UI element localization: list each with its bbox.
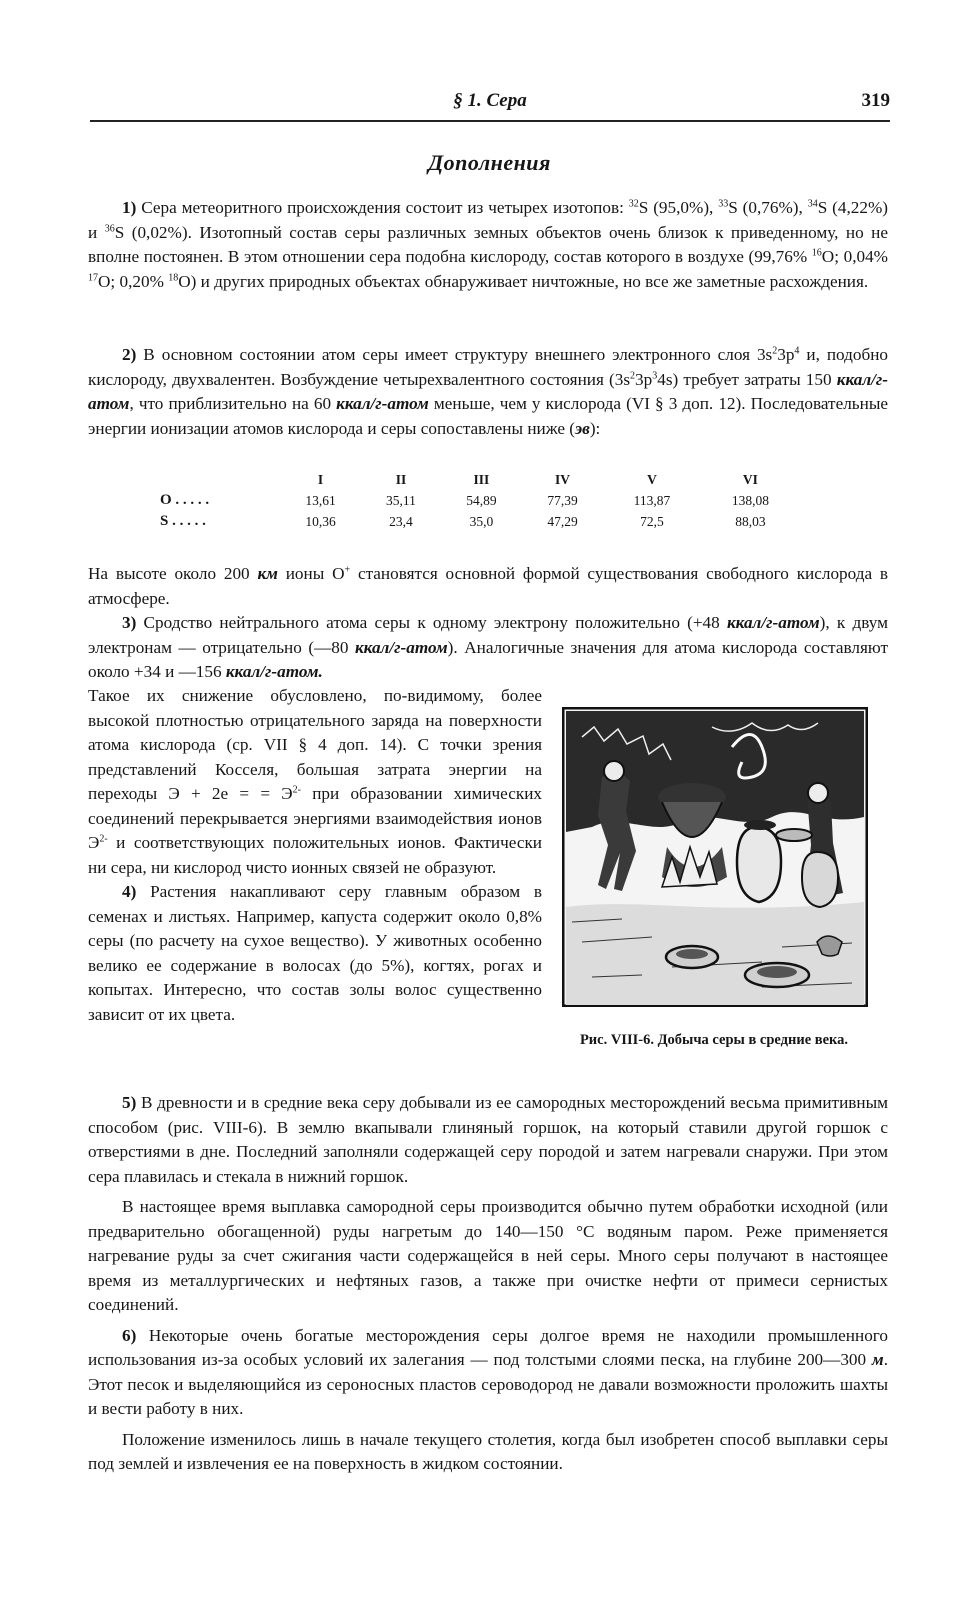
superscript: 3	[652, 369, 658, 381]
superscript: 36	[104, 222, 115, 234]
superscript: 2-	[99, 833, 108, 845]
table-cell: 35,11	[386, 492, 416, 508]
column-header: III	[473, 472, 490, 487]
row-label: S . . . . .	[160, 513, 206, 529]
addendum-5	[88, 1091, 888, 1477]
text: и, подобно кислороду, двухвалентен. Возбуждение четырехвалентного состояния (3s	[88, 345, 888, 389]
item-number: 3)	[122, 613, 137, 632]
table-cell: 13,61	[305, 492, 336, 508]
paragraph	[88, 684, 542, 880]
paragraph	[88, 196, 888, 294]
superscript: +	[344, 564, 351, 576]
text: . Этот песок и выделяющийся из сероносных пластов сероводород не давали возможности проложить шахты и вести работу в них.	[88, 1350, 888, 1418]
paragraph	[88, 1195, 888, 1318]
paragraph	[88, 562, 888, 611]
column-header: II	[395, 472, 407, 487]
text: В основном состоянии атом серы имеет структуру внешнего электронного слоя 3s	[143, 345, 773, 364]
item-number: 5)	[122, 1093, 137, 1112]
paragraph	[88, 343, 888, 441]
superscript: 18	[168, 271, 179, 283]
addendum-2	[88, 343, 888, 441]
column-header: I	[317, 472, 324, 487]
text: и соответствующих положительных ионов. Фактически ни сера, ни кислород чисто ионных связей не образуют.	[88, 833, 542, 877]
text: меньше, чем у кислорода (VI § 3 доп. 12). Последовательные энергии ионизации атомов кислорода и серы сопоставлены ниже (	[88, 394, 888, 438]
text: Некоторые очень богатые месторождения серы долгое время не находили промышленного использования из-за особых условий их залегания — под толстыми слоями песка, на глубине 200—300	[88, 1325, 889, 1369]
paragraph	[88, 1091, 888, 1189]
text: S (0,76%),	[728, 198, 808, 217]
text: S (0,02%). Изотопный состав серы различных земных объектов очень близок к приведенному, но не вполне постоянен. В этом отношении сера подобна кислороду, состав которого в воздухе (99,76%	[88, 222, 888, 266]
table-cell: 138,08	[731, 492, 769, 508]
table-cell: 10,36	[305, 513, 336, 529]
table-cell: 23,4	[389, 513, 413, 529]
superscript: 33	[718, 198, 729, 210]
column-header: VI	[742, 472, 758, 487]
text: Такое их снижение обусловлено, по-видимому, более высокой плотностью отрицательного заряда на поверхности атома кислорода (ср. VII § 4 доп. 14). С точки зрения представлений Косселя, большая затрата энергии на переходы Э + 2e = = Э	[88, 686, 542, 803]
unit: км	[257, 564, 278, 583]
text: становятся основной формой существования свободного кислорода в атмосфере.	[88, 564, 889, 608]
superscript: 32	[628, 198, 639, 210]
table-row	[160, 511, 800, 532]
unit: ккал/г-атом	[726, 613, 820, 632]
text: В древности и в средние века серу добывали из ее самородных месторождений весьма примитивным способом (рис. VIII-6). В землю вкапывали глиняный горшок, на который ставили другой горшок с отверстиями в дне. Последний заполняли содержащей серу породой и затем нагревали снаружи. При этом сера плавилась и стекала в нижний горшок.	[88, 1093, 889, 1186]
item-number: 6)	[122, 1325, 137, 1345]
text: Положение изменилось лишь в начале текущего столетия, когда был изобретен способ выплавки серы под землей и извлечения ее на поверхность в жидком состоянии.	[88, 1429, 888, 1473]
superscript: 4	[794, 345, 800, 357]
running-header	[90, 86, 890, 122]
unit: ккал/г-атом	[354, 637, 448, 657]
superscript: 17	[88, 271, 98, 283]
table-cell: 47,29	[547, 513, 578, 529]
text: S (4,22%) и	[88, 198, 889, 242]
table-cell: 77,39	[547, 492, 578, 508]
unit: м	[871, 1350, 884, 1369]
superscript: 2	[630, 369, 636, 381]
addendum-3	[88, 611, 888, 685]
text: На высоте около 200	[88, 564, 258, 583]
table-cell: 113,87	[633, 492, 671, 508]
section-title: Дополнения	[428, 150, 551, 175]
woodcut-illustration	[562, 707, 868, 1007]
ionization-energy-table	[160, 470, 800, 532]
figure-sulfur-mining-woodcut	[562, 707, 868, 1007]
table-cell: 72,5	[640, 513, 664, 529]
text: , что приблизительно на 60	[129, 394, 337, 413]
text: ). Аналогичные значения для атома кислорода составляют около +34 и —156	[88, 637, 888, 681]
text: O; 0,20%	[98, 271, 169, 291]
addendum-6	[88, 1324, 888, 1422]
table-header-row	[160, 470, 800, 490]
text: O; 0,04%	[821, 247, 888, 266]
text: 4s) требует затраты 150	[657, 369, 837, 389]
text: Растения накапливают серу главным образом в семенах и листьях. Например, капуста содержит около 0,8% серы (по расчету на сухое вещество). У животных особенно велико ее содержание в волосах (до 5%), когтях, рогах и копытах. Интересно, что состав золы волос существенно зависит от их цвета.	[88, 882, 543, 1024]
paragraph	[88, 611, 888, 685]
item-number: 4)	[122, 882, 137, 901]
superscript: 2-	[292, 784, 301, 796]
text: S (95,0%),	[638, 198, 719, 217]
text: ):	[589, 418, 601, 438]
header-title: § 1. Сера	[453, 90, 527, 111]
addendum-1	[88, 196, 888, 294]
superscript: 2	[772, 345, 778, 357]
column-header: V	[647, 472, 657, 487]
text: Сродство нейтрального атома серы к одному электрону положительно (+48	[143, 613, 727, 632]
superscript: 34	[807, 198, 818, 210]
unit: ккал/г-атом	[336, 394, 429, 413]
text: Сера метеоритного происхождения состоит из четырех изотопов:	[141, 198, 629, 217]
addendum-3-continued	[88, 684, 542, 1027]
text: при образовании химических соединений перекрывается энергиями взаимодействия ионов Э	[88, 784, 542, 852]
page-number: 319	[861, 90, 890, 111]
unit: ккал/г-атом	[88, 369, 888, 413]
unit: ккал/г-атом.	[225, 662, 323, 681]
unit: эв	[575, 418, 590, 438]
text: O) и других природных объектах обнаруживает ничтожные, но все же заметные расхождения.	[178, 271, 869, 291]
item-number: 2)	[122, 345, 137, 364]
table-corner	[160, 470, 280, 490]
paragraph	[88, 1428, 888, 1477]
figure-caption: Рис. VIII-6. Добыча серы в средние века.	[579, 1032, 849, 1048]
text: ), к двум электронам — отрицательно (—80	[88, 613, 888, 657]
text: ионы O	[277, 564, 345, 583]
text: 3p	[777, 345, 795, 364]
table-cell: 35,0	[469, 513, 494, 529]
table-cell: 54,89	[466, 492, 497, 508]
text: 3p	[635, 369, 653, 389]
addendum-4	[88, 880, 542, 1027]
column-header: IV	[554, 472, 570, 487]
item-number: 1)	[122, 198, 137, 217]
text: В настоящее время выплавка самородной серы производится обычно путем обработки исходной (или предварительно обогащенной) руды нагретым до 140—150 °С водяным паром. Реже применяется нагревание руды за счет сжигания части содержащейся в ней серы. Много серы получают в настоящее время из металлургических и нефтяных газов, а также при очистке нефти от примеси сернистых соединений.	[88, 1197, 888, 1314]
superscript: 16	[811, 247, 822, 259]
table-row	[160, 490, 800, 511]
row-label: O . . . . .	[160, 492, 210, 508]
table-cell: 88,03	[735, 513, 766, 529]
addendum-2-continued	[88, 562, 888, 611]
